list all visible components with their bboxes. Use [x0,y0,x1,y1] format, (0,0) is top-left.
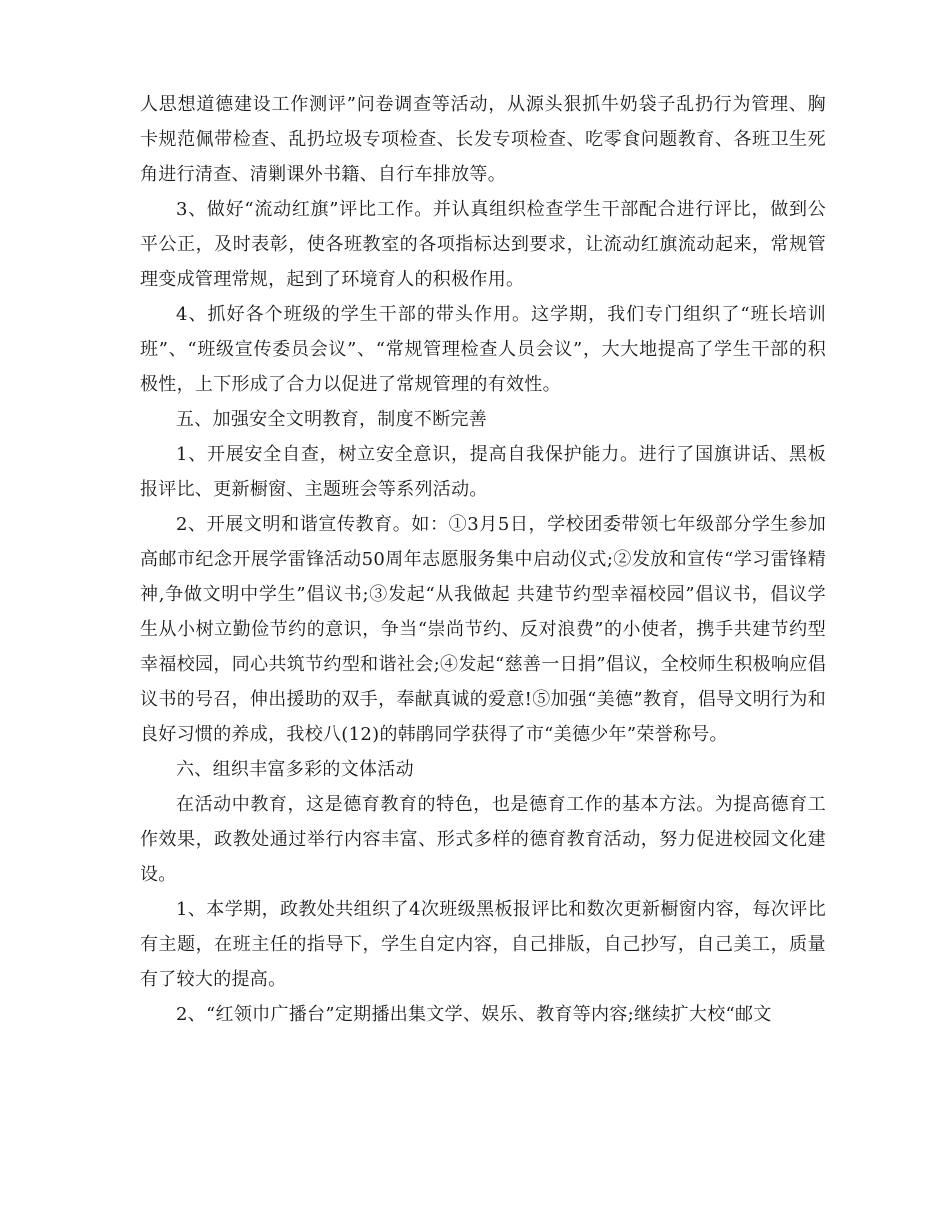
paragraph-item-1-blackboard: 1、本学期，政教处共组织了4次班级黑板报评比和数次更新橱窗内容，每次评比有主题，在班主任的指导下，学生自定内容，自己排版，自己抄写，自己美工，质量有了较大的提高。 [140,899,826,990]
paragraph-activities-intro: 在活动中教育，这是德育教育的特色，也是德育工作的基本方法。为提高德育工作效果，政教处通过举行内容丰富、形式多样的德育教育活动，努力促进校园文化建设。 [140,794,826,885]
document-body [140,87,826,1032]
paragraph-item-2-civility: 2、开展文明和谐宣传教育。如：①3月5日，学校团委带领七年级部分学生参加高邮市纪念开展学雷锋活动50周年志愿服务集中启动仪式;②发放和宣传“学习雷锋精神,争做文明中学生”倡议书;③发起“从我做起 共建节约型幸福校园”倡议书，倡议学生从小树立勤俭节约的意识，争当“崇尚节约、反对浪费”的小使者，携手共建节约型幸福校园，同心共筑节约型和谐社会;④发起“慈善一日捐”倡议，全校师生积极响应倡议书的号召，伸出援助的双手，奉献真诚的爱意!⑤加强“美德”教育，倡导文明行为和良好习惯的养成，我校八(12)的韩鹃同学获得了市“美德少年”荣誉称号。 [140,514,826,745]
paragraph-item-1-safety: 1、开展安全自查，树立安全意识，提高自我保护能力。进行了国旗讲话、黑板报评比、更新橱窗、主题班会等系列活动。 [140,444,826,500]
section-heading-six: 六、组织丰富多彩的文体活动 [176,759,414,780]
paragraph-item-2-radio: 2、“红领巾广播台”定期播出集文学、娱乐、教育等内容;继续扩大校“邮文 [176,1004,772,1025]
paragraph-item-3-red-flag: 3、做好“流动红旗”评比工作。并认真组织检查学生干部配合进行评比，做到公平公正，及时表彰，使各班教室的各项指标达到要求，让流动红旗流动起来，常规管理变成管理常规，起到了环境育人的积极作用。 [140,199,826,290]
section-heading-five: 五、加强安全文明教育，制度不断完善 [176,409,488,430]
paragraph-item-4-student-leaders: 4、抓好各个班级的学生干部的带头作用。这学期，我们专门组织了“班长培训班”、“班级宣传委员会议”、“常规管理检查人员会议”，大大地提高了学生干部的积极性，上下形成了合力以促进了常规管理的有效性。 [140,304,826,395]
paragraph-continuation: 人思想道德建设工作测评”问卷调查等活动，从源头狠抓牛奶袋子乱扔行为管理、胸卡规范佩带检查、乱扔垃圾专项检查、长发专项检查、吃零食问题教育、各班卫生死角进行清查、清剿课外书籍、自行车排放等。 [140,94,826,185]
